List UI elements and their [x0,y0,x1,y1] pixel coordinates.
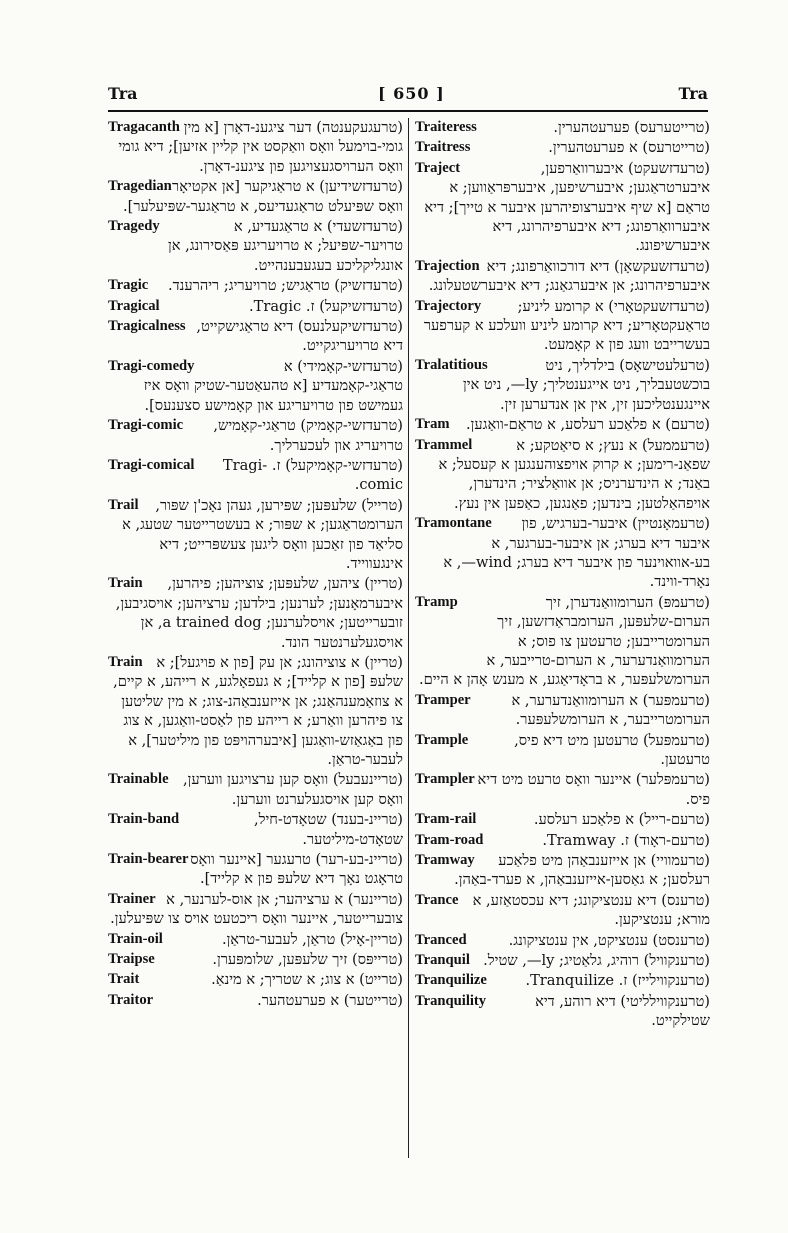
page-number: [ 650 ] [378,84,445,103]
entry-definition: א נעץ; א סיאַטקע; א שפאַנ-רימען; א קרוק אויפצוהענגען א קעסעל; א באַנד; א הינדערניס; אן אוואַלציר; הינדערן, אויפהאַלטען; בינדען; פאַנגען, כאַפען אין נעץ. [438,436,710,512]
entry-headword: Trail [108,496,139,513]
dictionary-entry [108,297,403,316]
entry-headword: Trainer [108,890,156,907]
entry-headword: Traitress [415,139,471,156]
entry-definition: וואָס קען ערצויגען ווערען, וואָס קען אויסגעלערנט ווערען. [183,771,403,808]
entry-headword: Tragic [108,277,149,294]
entry-pronunciation: (טרעמפּעל) [638,731,710,749]
entry-headword: Tragedy [108,218,160,235]
page-header [108,84,708,110]
entry-definition: א טראַגעדיע, א טרויער-שפּיעל; א טרויעריגע פּאַסירונג, אן אונגליקליכע בעגעבענהייט. [167,218,403,274]
entry-pronunciation: (טרייטער) [339,991,403,1009]
entry-definition: טרעגער [איינער וואָס טראָגט נאָך דיא שלעפּ פון א קלייד]. [190,851,403,888]
right-column [415,118,710,1188]
header-rule [108,110,708,112]
entry-definition: דיא ענטציקונג; דיא עכסטאַזע, א מורא; ענטציקען. [472,891,710,929]
dictionary-entry [108,653,403,769]
dictionary-entry [415,891,710,930]
entry-definition: איינער וואָס טרעט מיט דיא פיס. [477,771,710,808]
dictionary-entry [415,514,710,592]
entry-pronunciation: (טרייפּס) [347,951,403,969]
entry-headword: Tranquilize [415,972,487,989]
entry-headword: Train [108,575,143,592]
dictionary-entry [108,930,403,949]
entry-definition: ז. Tramway. [542,831,629,849]
entry-definition: א פערעטהערין. [548,139,638,157]
entry-definition: רוהיג, גלאַטיג; ly—, שטיל. [483,952,640,970]
entry-headword: Tram-rail [415,811,477,828]
entry-pronunciation: (טרענקווילייז) [627,972,710,990]
dictionary-entry [415,831,710,850]
dictionary-entry [415,992,710,1031]
entry-pronunciation: (טריינער) [343,890,403,908]
entry-definition: א הערומוואַנדערער, א הערומטרייבער, א הערומשלעפּער. [511,691,710,729]
entry-pronunciation: (טרעם) [660,416,710,434]
entry-definition: שלעפּען; שפּירען, געהן נאָכ'ן שפּור, הערומטראַגען; א שפּור; א בעשטרייטער שטעג, א סליאַד פון זאַכען וואָס ליגען צעשפּרייט; דיא אינגעווייד. [122,496,403,572]
dictionary-entry [415,138,710,157]
dictionary-entry [108,276,403,295]
entry-headword: Tragacanth [108,119,180,135]
dictionary-entry [415,297,710,355]
entry-pronunciation: (טרייטערעס) [629,119,710,136]
entry-headword: Tram [415,416,450,433]
entry-headword: Tram-road [415,831,484,848]
entry-headword: Tramway [415,852,475,869]
entry-pronunciation: (טרעדזשי-קאָמידי) [292,357,403,375]
entry-pronunciation: (טריינ-בע-רער) [310,851,403,869]
dictionary-entry [108,416,403,455]
entry-headword: Tragi-comedy [108,357,195,374]
entry-headword: Tranced [415,931,467,948]
entry-definition: הערומוואַנדערן, זיך הערום-שלעפּען, הערומבראַדזשען, זיך הערומטרייבען; טרעטען צו פוס; א הערומוואַנדערער, א הערום-טרייבער, א הערומשלעפּער, א בראָדיאַגע, א מענש אָהן א היים. [418,593,710,689]
dictionary-entry [108,118,403,176]
dictionary-entry [415,691,710,730]
dictionary-entry [108,357,403,415]
dictionary-entry [415,118,710,137]
dictionary-entry [108,850,403,889]
entry-headword: Train-oil [108,930,163,947]
entry-pronunciation: (טרעדזשיקעלנעס) [293,318,403,336]
entry-headword: Trajection [415,257,480,274]
entry-pronunciation: (טרעם-ראָוד) [629,831,710,849]
entry-pronunciation: (טרעדזשעדי) [322,218,403,236]
entry-pronunciation: (טרעדזשיקעל) [314,297,403,315]
entry-definition: דיא טראַגישקייט, דיא טרויעריגקייט. [196,318,403,355]
entry-definition: ענטציקט, אין ענטציקונג. [508,931,648,949]
dictionary-entry [108,317,403,356]
entry-pronunciation: (טרענקווילליטי) [615,992,710,1010]
entry-definition: טראַגי-קאָמיש, טרויעריג און לעכערליך. [213,417,403,454]
entry-definition: א פערעטהער. [257,991,340,1009]
entry-headword: Trait [108,971,140,988]
entry-pronunciation: (טריין) [359,575,403,593]
entry-definition: דיא רוהע, דיא שטילקייט. [535,992,710,1030]
entry-definition: א טראַגי-קאָמעדיע [א טהעאַטער-שטיק וואָס איז געמישט פון טרויעריגע און קאָמישע סצענעס]. [143,357,403,414]
entry-pronunciation: (טרענקוויל) [639,952,710,970]
entry-headword: Tranquil [415,952,470,969]
entry-definition: א צוג; א שטריך; א מינאַ. [211,971,355,989]
entry-pronunciation: (טרעמאָנטיין) [627,515,710,533]
dictionary-entry [415,851,710,890]
entry-definition: דער ציגענ-דאָרן [א מין גומי-בוימעל וואָס וואַקסט אין קליין אזיען]; דיא גומי וואָס הערויסגעצויגען פון ציגענ-דאָרן. [118,119,403,175]
entry-pronunciation: (טרעדזשי-קאָמיק) [295,417,403,435]
entry-definition: שטאָדט-חיל, שטאָדט-מיליטער. [253,811,403,848]
dictionary-entry [415,931,710,950]
header-guide-word-right: Tra [678,84,708,103]
entry-definition: בילדליך, ניט בוכשטעבליך, ניט אייגענטליך; ly—, ניט אין איינגענטליכען זין, אין אן אנדערען זין. [462,356,710,413]
entry-definition: טראַגיש; טרויעריג; ריהרענד. [168,277,330,295]
entry-pronunciation: (טרעממעל) [637,436,710,454]
entry-definition: פערעטהערין. [553,119,630,136]
entry-pronunciation: (טריינ-בענד) [326,811,403,829]
entry-headword: Train [108,653,143,670]
entry-headword: Tranquility [415,992,487,1009]
entry-pronunciation: (טרעמפּלער) [631,771,710,789]
dictionary-entry [415,436,710,514]
entry-definition: א פלאַכע רעלסע, א טראַם-וואַגען. [466,416,661,434]
left-column [108,118,403,1188]
entry-headword: Trammel [415,436,473,453]
entry-pronunciation: (טרענס) [656,891,710,909]
dictionary-entry [415,159,710,256]
entry-headword: Trample [415,731,469,748]
dictionary-entry [108,217,403,275]
dictionary-entry [108,770,403,809]
dictionary-entry [415,356,710,414]
entry-pronunciation: (טרעדזשיק) [329,277,403,295]
entry-headword: Train-bearer [108,851,189,868]
entry-pronunciation: (טריין-אָיל) [335,930,403,948]
entry-definition: דיא דורכוואַרפונג; דיא איבערפיהרונג; אן איבערגאַנג; דיא איבערשטעלונג. [428,257,710,295]
entry-headword: Tragical [108,297,160,314]
entry-pronunciation: (טריינעבעל) [328,771,403,789]
dictionary-entry [108,177,403,216]
entry-pronunciation: (טרענסט) [647,931,710,949]
entry-pronunciation: (טרעמפּער) [638,691,710,709]
dictionary-entry [108,991,403,1010]
entry-pronunciation: (טרעמפּ) [653,593,710,611]
entry-headword: Tramp [415,593,458,610]
dictionary-entry [415,415,710,434]
entry-definition: זיך שלעפּען, שלומפּערן. [212,951,348,969]
entry-definition: א קרומע ליניע; טראַעקטאָריע; דיא קרומע ליניע וועלכע א קערפער בעשרייבט וועג פון א קאָמעט. [423,297,710,354]
entry-definition: א טראַגיקער [אן אקטיאָר וואָס שפּיעלט טראַגעדיעס, א טראַגער-שפּיעלער]. [123,178,403,215]
dictionary-entry [108,950,403,969]
entry-definition: ז. Tranquilize. [525,972,628,990]
entry-headword: Tragi-comical [108,456,195,473]
dictionary-entry [415,731,710,770]
entry-definition: א ערציהער; אן אוס-לערנער, א צובערייטער, איינער וואָס ריכטעט אויס צו שפּיעלען. [110,890,403,928]
entry-headword: Trampler [415,771,475,788]
entry-pronunciation: (טרעלעטישאָס) [614,356,710,374]
entry-headword: Trance [415,891,459,908]
entry-headword: Tragicalness [108,318,186,335]
entry-headword: Tramontane [415,515,492,532]
entry-headword: Trajectory [415,297,482,314]
entry-pronunciation: (טרעם-רייל) [634,811,710,829]
dictionary-entry [108,456,403,495]
dictionary-entry [415,770,710,809]
entry-pronunciation: (טרעדזשעקטאָרי) [603,297,710,315]
entry-definition: טרעטען מיט דיא פיס, טרעטען. [514,731,710,768]
column-divider [408,118,409,1158]
dictionary-entry [108,810,403,849]
entry-pronunciation: (טרעגעקענטה) [311,119,403,136]
header-guide-word-left: Tra [108,84,138,103]
entry-headword: Tramper [415,691,471,708]
dictionary-entry [415,593,710,690]
dictionary-entry [108,574,403,652]
entry-headword: Trainable [108,771,169,788]
entry-definition: אן אייזענבאַהן מיט פלאַכע רעלסען; א גאַסען-אייזענבאַהן, א פערד-באַהן. [454,852,710,889]
dictionary-entry [108,890,403,929]
dictionary-entry [415,951,710,970]
entry-pronunciation: (טרעמוויי) [645,852,710,870]
dictionary-entry [108,970,403,989]
entry-pronunciation: (טרעדזשעקט) [623,159,710,177]
entry-pronunciation: (טרעדזשעקשאָן) [609,257,710,275]
entry-headword: Traiteress [415,119,477,135]
entry-definition: טראַן, לעבער-טראַן. [221,930,336,948]
entry-headword: Tragi-comic [108,417,184,434]
entry-headword: Tralatitious [415,356,488,373]
dictionary-entry [415,971,710,990]
entry-pronunciation: (טרייל) [356,496,403,514]
entry-headword: Train-band [108,811,180,828]
entry-definition: א פלאַכע רעלסע. [533,811,635,829]
dictionary-entry [415,810,710,829]
entry-definition: איבערוואַרפען, איבערטראַגען; איבערשיפען, איבערפּראַווען; א טראַם [א שיף איבערצופיהרען איבער א טייך]; דיא איבערוואַרפונג; דיא איבערפיהרונג, דיא איבערשיפונג. [424,159,710,255]
entry-pronunciation: (טריין) [359,653,403,671]
entry-definition: א צוציהונג; אן עק [פון א פויגעל]; א שלעפּ [פון א קלייד]; א געפאָלגע, א רייהע, א קיים, א צוזאַמענהאַנג; אן אייזענבאַהנ-צוג; א מין שליטען צו פיהרען וואַרע; א רייהע פון לאַסט-וואַגען, א צוג פון באַגאַזש-וואַגען [איבערהויפּט פון מיליטער], א לעבער-טראַן. [113,653,403,768]
dictionary-entry [415,257,710,296]
entry-headword: Traipse [108,951,155,968]
entry-pronunciation: (טרעדזשי-קאָמיקעל) [280,456,403,474]
entry-headword: Traitor [108,991,154,1008]
dictionary-entry [108,496,403,574]
entry-definition: ז. Tragi-comic. [222,456,403,494]
entry-pronunciation: (טרייטרעס) [637,139,710,157]
entry-definition: ז. Tragic. [248,297,315,315]
entry-headword: Tragedian [108,178,172,195]
entry-definition: איבער-בערגיש, פון איבער דיא בערג; אן איבער-בערגער, א בע-אוואוינער פון איבער דיא בערג; wind—, א נאָרד-ווינד. [443,515,710,591]
entry-headword: Traject [415,159,461,176]
entry-pronunciation: (טרייט) [354,971,403,989]
entry-definition: ציהען, שלעפּען; צוציהען; פיהרען, איבערמאָנען; לערנען; בילדען; ערציהען; אויסגיבען, זובערייטען; אויסלערנען; a trained dog, אן אויסגעלערנטער הונד. [115,575,403,651]
entry-pronunciation: (טרעדזשידיען) [314,178,403,196]
